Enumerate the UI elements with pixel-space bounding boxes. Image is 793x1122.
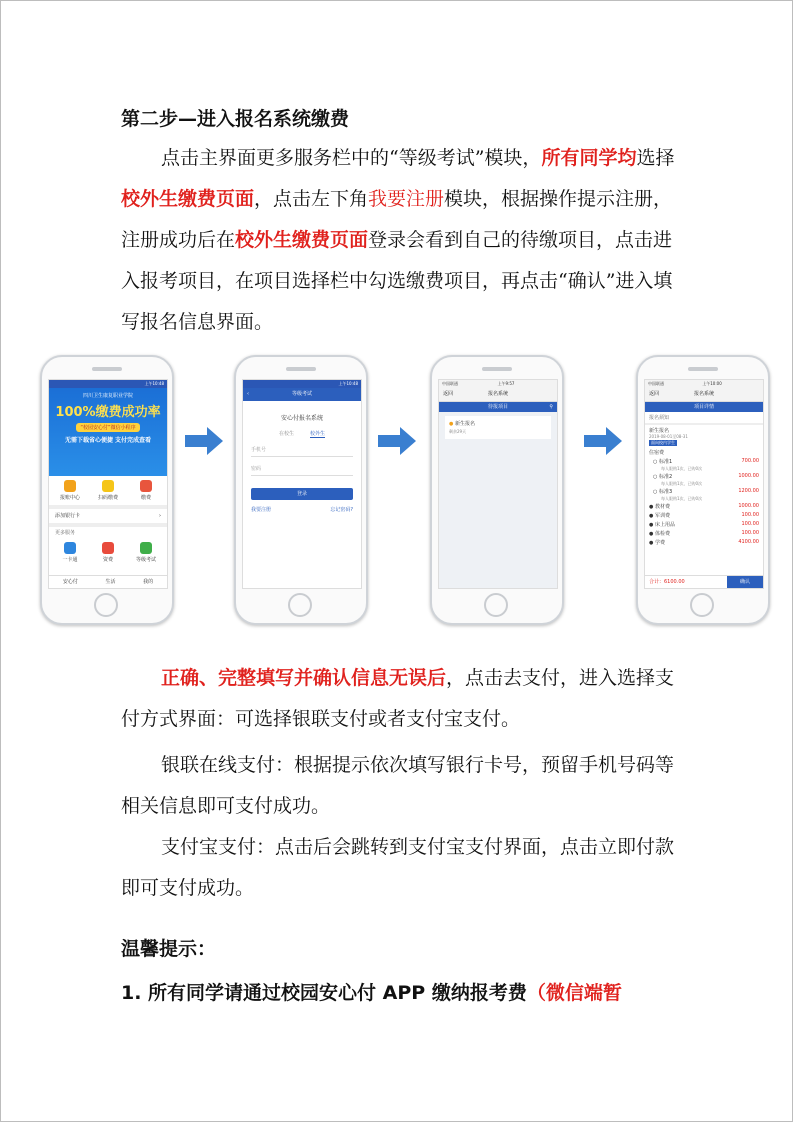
phone-input[interactable]: 手机号 <box>251 444 353 457</box>
fee-option-value: 1000.00 <box>738 473 759 479</box>
nav-bar: 返回 报名系统 <box>439 388 557 402</box>
fee-value: 4100.00 <box>738 539 759 545</box>
project-icon: ● <box>449 421 454 427</box>
section-heading: 第二步—进入报名系统缴费 <box>121 108 350 130</box>
quick-app-icon <box>64 480 76 492</box>
service-icon <box>140 542 152 554</box>
fee-row[interactable] <box>645 538 763 547</box>
nav-bar: 返回 报名系统 <box>645 388 763 402</box>
fee-option-row[interactable] <box>645 487 763 496</box>
info-row[interactable]: 报名须知 <box>649 415 670 421</box>
service-icon <box>102 542 114 554</box>
paragraph-payment: 正确、完整填写并确认信息无误后，点击去支付，进入选择支付方式界面：可选择银联支付或者支付宝支付。 <box>121 667 675 730</box>
add-bank-card-row[interactable]: 添加银行卡 › <box>49 505 167 527</box>
tag-badge: 面向校内学生 <box>651 440 675 445</box>
status-bar: 中国联通 上午10:00 <box>645 380 763 388</box>
fee-row[interactable] <box>645 502 763 511</box>
paragraph-step-instructions: 点击主界面更多服务栏中的“等级考试”模块，所有同学均选择校外生缴费页面，点击左下角我要注册模块，根据操作提示注册，注册成功后在校外生缴费页面登录会看到自己的待缴项目，点击进入报考项目，在项目选择栏中勾选缴费项目，再点击“确认”进入填写报名信息界面。 <box>121 147 675 333</box>
tab-item[interactable]: 我的 <box>143 579 154 585</box>
service-label: 等级考试 <box>135 557 156 563</box>
tab-out-school[interactable]: 校外生 <box>310 431 326 437</box>
register-link[interactable]: 我要注册 <box>251 507 272 513</box>
confirm-button[interactable]: 确认 <box>727 576 763 588</box>
login-button[interactable]: 登录 <box>251 488 353 500</box>
tips-heading: 温馨提示： <box>121 938 217 960</box>
phone-home-screen <box>40 355 174 625</box>
fee-option-row[interactable] <box>645 472 763 481</box>
total-amount: 合计：6100.00 <box>649 579 685 585</box>
promo-banner[interactable]: 四川卫生康复职业学院 100%缴费成功率 “校园安心付”微信小程序 无需下载省心便捷 支付完成查看 <box>49 388 167 476</box>
group-label: 住宿费 <box>649 450 665 456</box>
home-button <box>288 593 312 617</box>
quick-app-label: 报账中心 <box>59 495 80 501</box>
fee-label: ● 教材费 <box>649 504 670 510</box>
fee-option-value: 700.00 <box>741 458 759 464</box>
project-card[interactable]: ● 新生报名 剩余29天 <box>445 416 551 439</box>
quick-app-item[interactable] <box>51 480 89 501</box>
status-bar: 中国联通 上午9:57 <box>439 380 557 388</box>
tip-1: 1. 所有同学请通过校园安心付 APP 缴纳报考费（微信端暂 <box>121 982 622 1004</box>
quick-app-label: 扫码缴费 <box>97 495 118 501</box>
back-icon[interactable]: ‹ <box>247 391 249 397</box>
service-grid <box>49 538 167 567</box>
fee-option-label: ○ 标准1 <box>653 459 673 465</box>
fee-row[interactable] <box>645 511 763 520</box>
fee-value: 100.00 <box>741 521 759 527</box>
quick-app-icon <box>140 480 152 492</box>
arrow-right-icon <box>378 427 416 455</box>
nav-bar: ‹ 等级考试 <box>243 388 361 401</box>
quick-app-icon <box>102 480 114 492</box>
paragraph-alipay: 支付宝支付：点击后会跳转到支付宝支付界面，点击立即付款即可支付成功。 <box>121 836 675 899</box>
fee-value: 1000.00 <box>738 503 759 509</box>
fee-value: 100.00 <box>741 530 759 536</box>
fee-label: ● 体检费 <box>649 531 670 537</box>
user-icon[interactable]: ⚲ <box>549 404 553 410</box>
service-item[interactable] <box>51 542 89 563</box>
phone-pending-items-screen <box>430 355 564 625</box>
phone-project-detail-screen: 中国联通 上午10:00 返回 报名系统 项目详情 报名须知 新生报名 2019-08-01至08-31 面向校内学生 住宿费 ○ 标准1 700.00 每人限购1次，已购0次 ○ 标准2 1000.00 每人限购1次，已购0次 ○ 标准3 1200.00 每人限购1次，已购0次 ● 教材费 1000.00 ● 军训费 100.00 ● 床上用品 100.00 ● 体检费 100.00 ● 学费 4100.00 合计：6100.00 确认 <box>636 355 770 625</box>
service-label: 一卡通 <box>62 557 78 563</box>
status-bar: 上午10:48 <box>49 380 167 388</box>
home-button <box>484 593 508 617</box>
sub-header: 项目详情 <box>645 402 763 412</box>
tab-in-school[interactable]: 在校生 <box>278 431 294 437</box>
tab-item[interactable]: 安心付 <box>62 579 78 585</box>
fee-option-note: 每人限购1次，已购0次 <box>661 481 703 486</box>
service-label: 资费 <box>102 557 113 563</box>
paragraph-unionpay: 银联在线支付：根据提示依次填写银行卡号，预留手机号码等相关信息即可支付成功。 <box>121 754 675 817</box>
more-services-label: 更多服务 <box>55 530 76 536</box>
service-item[interactable] <box>89 542 127 563</box>
arrow-right-icon <box>584 427 622 455</box>
home-button <box>690 593 714 617</box>
quick-app-label: 缴费 <box>140 495 151 501</box>
fee-option-note: 每人限购1次，已购0次 <box>661 466 703 471</box>
back-button[interactable]: 返回 <box>649 391 660 397</box>
forgot-link[interactable]: 忘记密码? <box>330 507 353 513</box>
tab-bar <box>49 575 167 588</box>
fee-row[interactable] <box>645 520 763 529</box>
fee-label: ● 军训费 <box>649 513 670 519</box>
service-item[interactable] <box>127 542 165 563</box>
quick-app-item[interactable] <box>89 480 127 501</box>
home-button <box>94 593 118 617</box>
fee-option-note: 每人限购1次，已购0次 <box>661 496 703 501</box>
sub-header: 待报项目 ⚲ <box>439 402 557 412</box>
tab-item[interactable]: 生活 <box>105 579 116 585</box>
back-button[interactable]: 返回 <box>443 391 454 397</box>
fee-option-value: 1200.00 <box>738 488 759 494</box>
fee-label: ● 学费 <box>649 540 665 546</box>
fee-option-label: ○ 标准3 <box>653 489 673 495</box>
quick-app-item[interactable] <box>127 480 165 501</box>
fee-option-row[interactable] <box>645 457 763 466</box>
fee-row[interactable] <box>645 529 763 538</box>
fee-option-label: ○ 标准2 <box>653 474 673 480</box>
fee-value: 100.00 <box>741 512 759 518</box>
password-input[interactable]: 密码 <box>251 463 353 476</box>
arrow-right-icon <box>185 427 223 455</box>
quick-apps <box>49 476 167 505</box>
phone-login-screen <box>234 355 368 625</box>
system-title: 安心付报名系统 <box>280 415 323 422</box>
fee-label: ● 床上用品 <box>649 522 675 528</box>
status-bar: 上午10:48 <box>243 380 361 388</box>
service-icon <box>64 542 76 554</box>
